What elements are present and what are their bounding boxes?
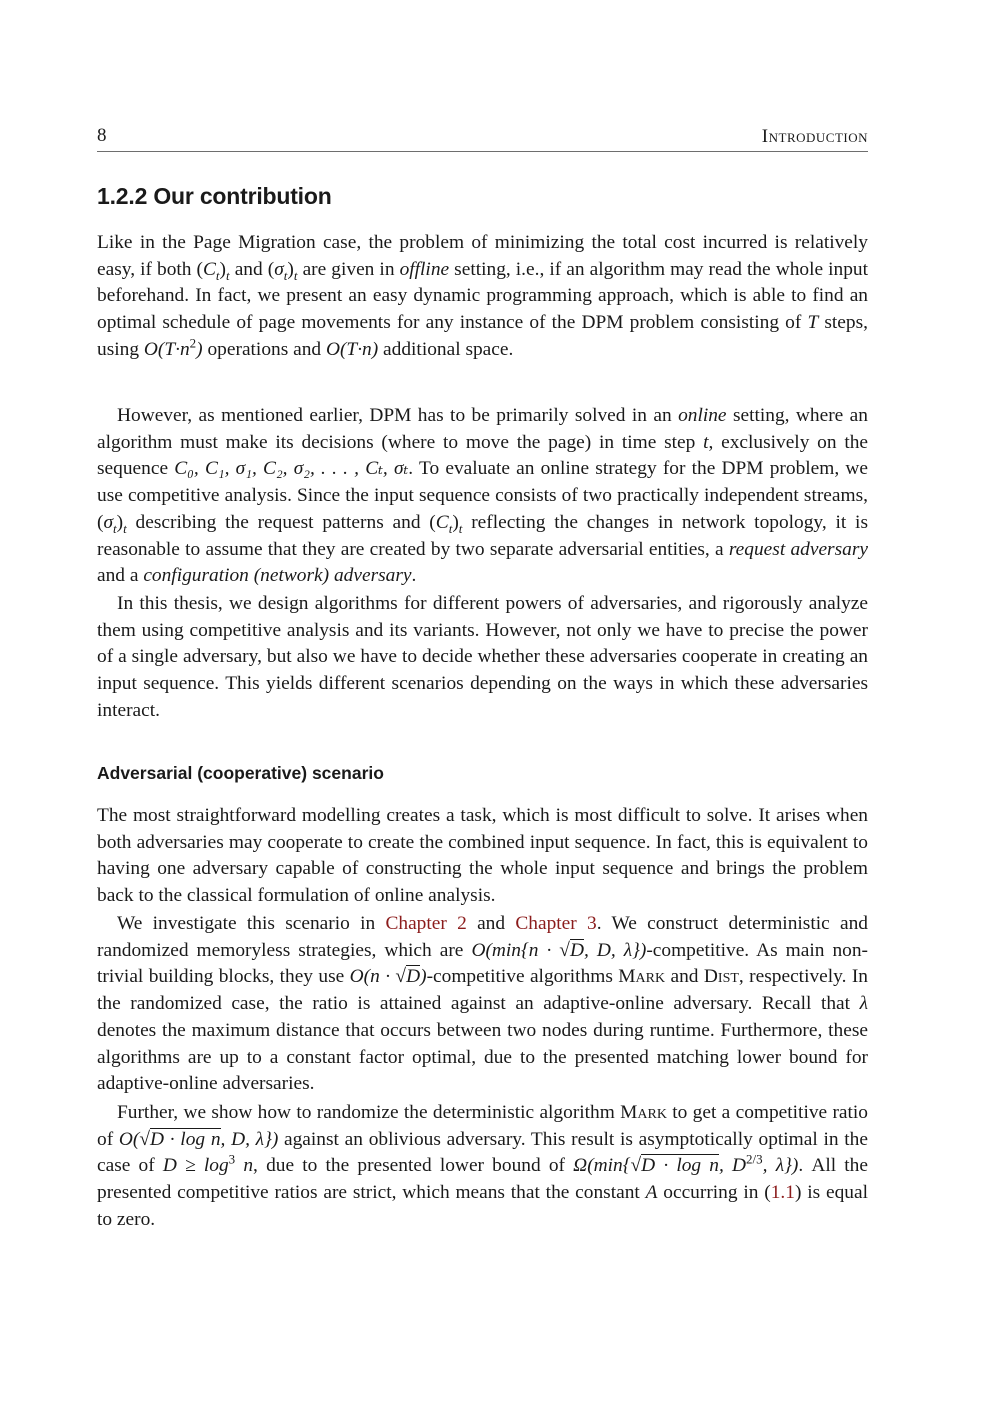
text-span: ) [420,966,427,988]
chapter-2-link[interactable]: Chapter 2 [385,913,467,934]
text-span: , λ}) [762,1155,799,1177]
paragraph-thesis-design: In this thesis, we design algorithms for different powers of adversaries, and rigorously analyze them using competitive analysis and its variants. However, not only we have to precise the power of a single adversary, but also we have to decide whether these adversaries cooperate in creating an input sequence. This yields different scenarios depending on the ways in which these adversaries interact. [97,593,868,721]
emph-offline: offline [399,258,450,280]
text-span: ) [287,258,294,280]
text-span: , due to the presented lower bound of [253,1155,574,1177]
text-span: 2/3 [746,1151,763,1167]
paragraph-investigate [97,911,868,1098]
text-span: ) [452,511,459,533]
text-span: t [123,520,127,536]
text-span: , exclusively on the sequence [97,431,869,480]
text-span: t [458,520,463,536]
text-span: D · log n [641,1155,720,1177]
text-span: , respectively. In the randomized case, the ratio is attained against an adaptive-online adversary. Recall that [97,966,868,1015]
text-span: C₀, C₁, σ₁, C₂, σ₂, . . . , Cₜ, σₜ [174,458,409,480]
text-span: D ≥ log [162,1155,229,1177]
text-span: describing the request patterns and ( [126,511,436,533]
text-span: A [645,1182,658,1204]
paragraph-offline [97,230,868,364]
text-span: ) is equal to zero. [97,1182,868,1230]
text-span: t [226,267,230,283]
text-span: Ω(min{√ [573,1155,642,1177]
equation-1-1-link[interactable]: 1.1 [770,1182,795,1204]
algorithm-mark: Mark [620,1102,667,1123]
text-span: O(n · √ [349,966,407,988]
text-span: O(min{n · √ [471,939,570,961]
text-span: C [435,511,449,533]
text-span: O(T·n [143,338,190,360]
text-span: t [293,267,298,283]
text-span: , D, λ}) [220,1128,279,1150]
text-span: σ [274,258,284,280]
text-span: operations and [202,338,326,360]
text-span: and [665,966,704,988]
paragraph-cooperative: The most straightforward modelling creates a task, which is most difficult to solve. It arises when both adversaries may cooperate to create the combined input sequence. In fact, this is equivalent to having one adversary capable of constructing the whole input sequence and brings the problem back to the classical formulation of online analysis. [97,805,868,907]
text-span: t [283,267,288,283]
running-header [97,125,868,152]
text-span: . To evaluate an online strategy for the DPM problem, we use competitive analysis. Since the input sequence consists of two practically independent streams, ( [97,458,868,533]
text-span: O(T·n) [325,338,379,360]
text-span: -competitive. As main non-trivial building blocks, they use [97,939,868,988]
page-number: 8 [97,125,107,146]
text-span: steps, using [97,312,868,360]
text-span: occurring in ( [657,1182,771,1204]
text-span: denotes the maximum distance that occurs between two nodes during runtime. Furthermore, these algorithms are up to a constant factor optimal, due to the presented matching lower bound for adaptive-online adversaries. [97,1019,868,1095]
text-span: T [807,312,819,334]
emph-configuration-adversary: configuration (network) adversary [143,565,412,587]
text-span: However, as mentioned earlier, DPM has to be primarily solved in an [117,405,679,426]
paragraph-randomize [97,1100,868,1234]
text-span: , D [719,1155,747,1177]
chapter-title: Introduction [761,126,868,147]
text-span: λ [859,993,868,1015]
text-span: t [113,520,117,536]
text-span: σ [103,511,114,533]
text-span: additional space. [378,338,514,360]
text-span: C [202,258,216,280]
paragraph-online [97,403,868,590]
algorithm-dist: Dist [703,966,739,988]
text-span: . All the presented competitive ratios are strict, which means that the constant [97,1155,868,1204]
text-span: ) [116,511,124,533]
text-span: t [215,267,220,283]
text-span: n [235,1155,254,1177]
text-span: O(√ [118,1128,150,1150]
text-span: setting, where an algorithm must make its decisions (where to move the page) in time step [97,405,868,453]
text-span: ) [219,258,227,280]
text-span: and ( [229,258,275,280]
text-span: t [448,520,453,536]
subsection-heading: Adversarial (cooperative) scenario [97,763,384,783]
text-span: D [569,939,584,961]
chapter-3-link[interactable]: Chapter 3 [515,913,597,934]
text-span: are given in [297,258,400,280]
text-span: 2 [189,335,197,351]
text-span: ) [196,338,203,360]
text-span: D [406,966,421,988]
emph-request-adversary: request adversary [728,538,868,560]
text-span: against an oblivious adversary. This result is asymptotically optimal in the case of [97,1128,868,1177]
text-span: , D, λ}) [583,939,647,961]
text-span: to get a competitive ratio of [97,1102,868,1150]
text-span: 3 [228,1151,236,1167]
text-span: -competitive algorithms [426,966,619,988]
text-span: D · log n [150,1128,221,1150]
text-span: and a [97,565,144,587]
text-span: We investigate this scenario in [117,913,386,934]
text-span: Further, we show how to randomize the deterministic algorithm [117,1102,621,1123]
text-span: Like in the Page Migration case, the problem of minimizing the total cost incurred is relatively easy, if both ( [97,232,868,280]
text-span: reflecting the changes in network topology, it is reasonable to assume that they are created by two separate adversarial entities, a [97,511,868,560]
text-span: t [703,431,709,453]
text-span: and [466,913,516,934]
text-span: setting, i.e., if an algorithm may read the whole input beforehand. In fact, we present an easy dynamic programming approach, which is able to find an optimal schedule of page movements for any instance of the DPM problem consisting of [97,258,868,334]
algorithm-mark: Mark [618,966,666,988]
emph-online: online [678,405,727,426]
text-span: . [411,565,417,587]
text-span: . We construct deterministic and randomized memoryless strategies, which are [97,913,868,961]
section-heading: 1.2.2 Our contribution [97,183,332,209]
